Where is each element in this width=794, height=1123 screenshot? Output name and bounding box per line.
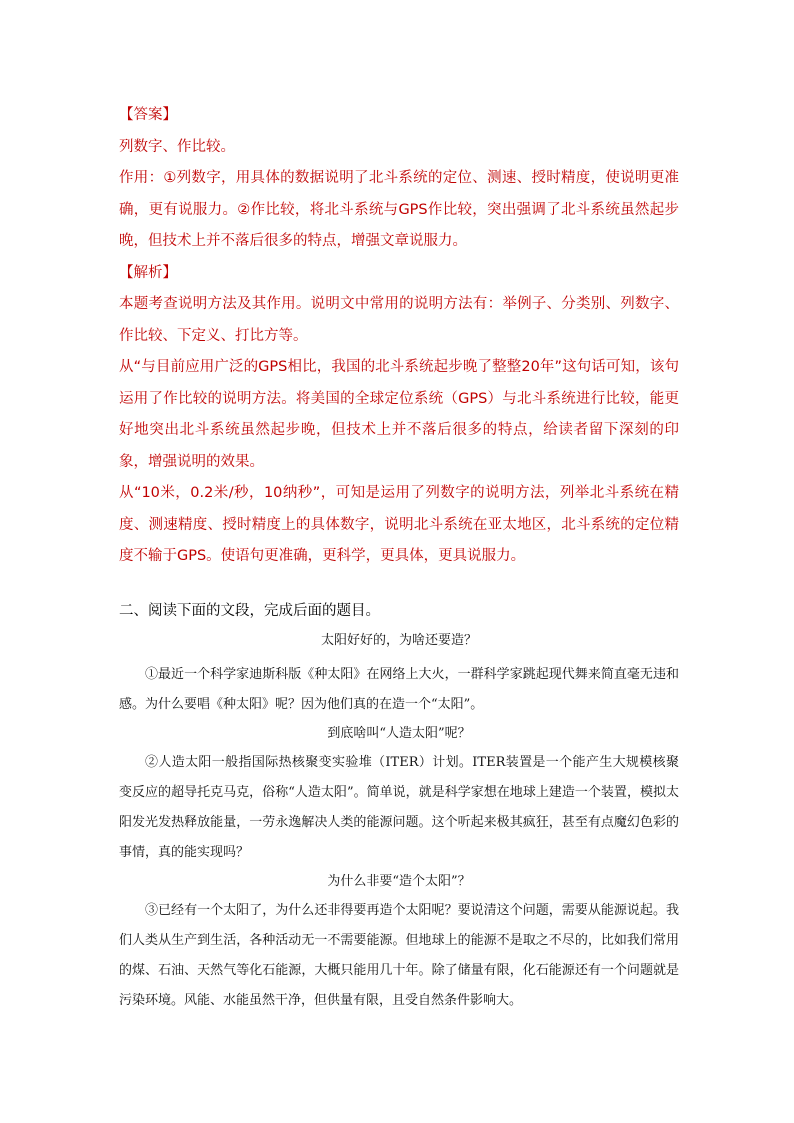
answer-line: 列数字、作比较。 — [119, 138, 235, 155]
section-heading: 二、阅读下面的文段，完成后面的题目。 — [119, 603, 380, 619]
answer-block — [119, 100, 679, 573]
analysis-paragraph-1: 本题考查说明方法及其作用。说明文中常用的说明方法有：举例子、分类别、列数字、作比较、下定义、打比方等。 — [119, 296, 679, 344]
passage-subtitle-3: 为什么非要“造个太阳”？ — [327, 874, 471, 889]
analysis-paragraph-2: 从“与目前应用广泛的GPS相比，我国的北斗系统起步晚了整整20年”这句话可知，该句运用了作比较的说明方法。将美国的全球定位系统（GPS）与北斗系统进行比较，能更好地突出北斗系统虽然起步晚，但技术上并不落后很多的特点，给读者留下深刻的印象，增强说明的效果。 — [119, 359, 679, 470]
answer-effect: 作用：①列数字，用具体的数据说明了北斗系统的定位、测速、授时精度，使说明更准确，更有说服力。②作比较，将北斗系统与GPS作比较，突出强调了北斗系统虽然起步晚，但技术上并不落后很多的特点，增强文章说服力。 — [119, 170, 679, 249]
passage-paragraph-3: ③已经有一个太阳了，为什么还非得要再造个太阳呢？要说清这个问题，需要从能源说起。我们人类从生产到生活，各种活动无一不需要能源。但地球上的能源不是取之不尽的，比如我们常用的煤、石油、天然气等化石能源，大概只能用几十年。除了储量有限，化石能源还有一个问题就是污染环境。风能、水能虽然干净，但供量有限，且受自然条件影响大。 — [119, 903, 679, 1008]
passage-paragraph-1: ①最近一个科学家迪斯科版《种太阳》在网络上大火，一群科学家跳起现代舞来简直毫无违和感。为什么要唱《种太阳》呢？因为他们真的在造一个“太阳”。 — [119, 667, 679, 712]
analysis-paragraph-3: 从“10米，0.2米/秒，10纳秒”，可知是运用了列数字的说明方法，列举北斗系统在精度、测速精度、授时精度上的具体数字，说明北斗系统在亚太地区，北斗系统的定位精度不输于GPS。使语句更准确，更科学，更具体，更具说服力。 — [119, 485, 679, 564]
passage-subtitle-1: 太阳好好的，为啥还要造？ — [320, 633, 477, 648]
answer-heading: 【答案】 — [119, 107, 177, 123]
reading-passage — [119, 627, 679, 1016]
analysis-heading: 【解析】 — [119, 264, 177, 281]
passage-subtitle-2: 到底啥叫“人造太阳”呢？ — [327, 726, 471, 741]
passage-paragraph-2: ②人造太阳一般指国际热核聚变实验堆（ITER）计划。ITER装置是一个能产生大规模核聚变反应的超导托克马克，俗称“人造太阳”。简单说，就是科学家想在地球上建造一个装置，模拟太阳发光发热释放能量，一劳永逸解决人类的能源问题。这个听起来极其疯狂，甚至有点魔幻色彩的事情，真的能实现吗？ — [119, 755, 679, 860]
